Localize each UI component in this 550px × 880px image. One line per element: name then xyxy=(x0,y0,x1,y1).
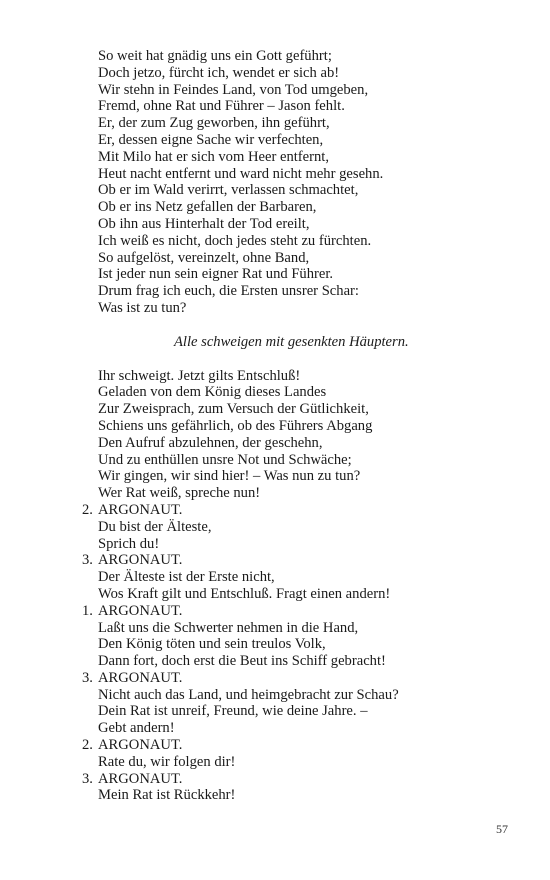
verse-line: Wos Kraft gilt und Entschluß. Fragt einen andern! xyxy=(98,585,391,602)
speaker-heading xyxy=(82,670,522,687)
verse-line: So aufgelöst, vereinzelt, ohne Band, xyxy=(98,249,310,266)
speaker-name: ARGONAUT. xyxy=(98,552,183,569)
verse-line: Er, dessen eigne Sache wir verfechten, xyxy=(98,131,324,148)
speaker-number: 3. xyxy=(82,669,93,686)
verse-line: Ist jeder nun sein eigner Rat und Führer. xyxy=(98,266,334,283)
verse-line: Mit Milo hat er sich vom Heer entfernt, xyxy=(98,148,330,165)
verse-line: Ob er ins Netz gefallen der Barbaren, xyxy=(98,199,317,216)
speaker-heading xyxy=(82,771,522,788)
speaker-number: 2. xyxy=(82,737,93,754)
verse-line: Was ist zu tun? xyxy=(98,299,187,316)
verse-line: Doch jetzo, fürcht ich, wendet er sich ab! xyxy=(98,64,340,81)
speaker-heading xyxy=(82,502,522,519)
speaker-heading xyxy=(82,737,522,754)
stage-direction: Alle schweigen mit gesenkten Häuptern. xyxy=(174,333,409,350)
verse-line: Ich weiß es nicht, doch jedes steht zu fürchten. xyxy=(98,232,372,249)
verse-line: Mein Rat ist Rückkehr! xyxy=(98,787,236,804)
verse-line: Schiens uns gefährlich, ob des Führers Abgang xyxy=(98,417,373,434)
speaker-heading xyxy=(82,552,522,569)
verse-line: Wir stehn in Feindes Land, von Tod umgeben, xyxy=(98,81,369,98)
verse-line: Sprich du! xyxy=(98,535,160,552)
verse-line: So weit hat gnädig uns ein Gott geführt; xyxy=(98,48,332,64)
verse-line: Der Älteste ist der Erste nicht, xyxy=(98,569,275,586)
verse-text xyxy=(82,48,522,804)
verse-line: Rate du, wir folgen dir! xyxy=(98,753,236,770)
verse-line: Ob er im Wald verirrt, verlassen schmachtet, xyxy=(98,182,359,199)
verse-line: Fremd, ohne Rat und Führer – Jason fehlt. xyxy=(98,98,345,115)
verse-line: Er, der zum Zug geworben, ihn geführt, xyxy=(98,115,330,132)
verse-line: Dein Rat ist unreif, Freund, wie deine Jahre. – xyxy=(98,703,368,720)
speaker-name: ARGONAUT. xyxy=(98,501,183,518)
verse-block-1 xyxy=(82,48,522,317)
speaker-number: 3. xyxy=(82,552,93,569)
verse-line: Wir gingen, wir sind hier! – Was nun zu tun? xyxy=(98,468,361,485)
verse-line: Du bist der Älteste, xyxy=(98,518,212,535)
speaker-name: ARGONAUT. xyxy=(98,669,183,686)
verse-line: Ihr schweigt. Jetzt gilts Entschluß! xyxy=(98,367,301,384)
verse-line: Geladen von dem König dieses Landes xyxy=(98,384,327,401)
speaker-name: ARGONAUT. xyxy=(98,737,183,754)
speaker-name: ARGONAUT. xyxy=(98,602,183,619)
verse-line: Den König töten und sein treulos Volk, xyxy=(98,636,326,653)
speaker-number: 3. xyxy=(82,770,93,787)
speaker-name: ARGONAUT. xyxy=(98,770,183,787)
verse-line: Laßt uns die Schwerter nehmen in die Hand, xyxy=(98,619,359,636)
verse-line: Gebt andern! xyxy=(98,720,175,737)
speaker-number: 1. xyxy=(82,602,93,619)
dialogue-block xyxy=(82,502,522,804)
verse-line: Dann fort, doch erst die Beut ins Schiff gebracht! xyxy=(98,653,386,670)
verse-line: Ob ihn aus Hinterhalt der Tod ereilt, xyxy=(98,215,310,232)
verse-line: Heut nacht entfernt und ward nicht mehr gesehn. xyxy=(98,165,384,182)
verse-line: Den Aufruf abzulehnen, der geschehn, xyxy=(98,434,323,451)
page-number: 57 xyxy=(496,822,508,836)
verse-line: Wer Rat weiß, spreche nun! xyxy=(98,485,261,502)
verse-line: Nicht auch das Land, und heimgebracht zur Schau? xyxy=(98,686,399,703)
verse-line: Drum frag ich euch, die Ersten unsrer Schar: xyxy=(98,283,359,300)
verse-line: Und zu enthüllen unsre Not und Schwäche; xyxy=(98,451,352,468)
verse-block-2 xyxy=(82,368,522,502)
speaker-number: 2. xyxy=(82,501,93,518)
verse-line: Zur Zweisprach, zum Versuch der Gütlichkeit, xyxy=(98,401,369,418)
speaker-heading xyxy=(82,603,522,620)
